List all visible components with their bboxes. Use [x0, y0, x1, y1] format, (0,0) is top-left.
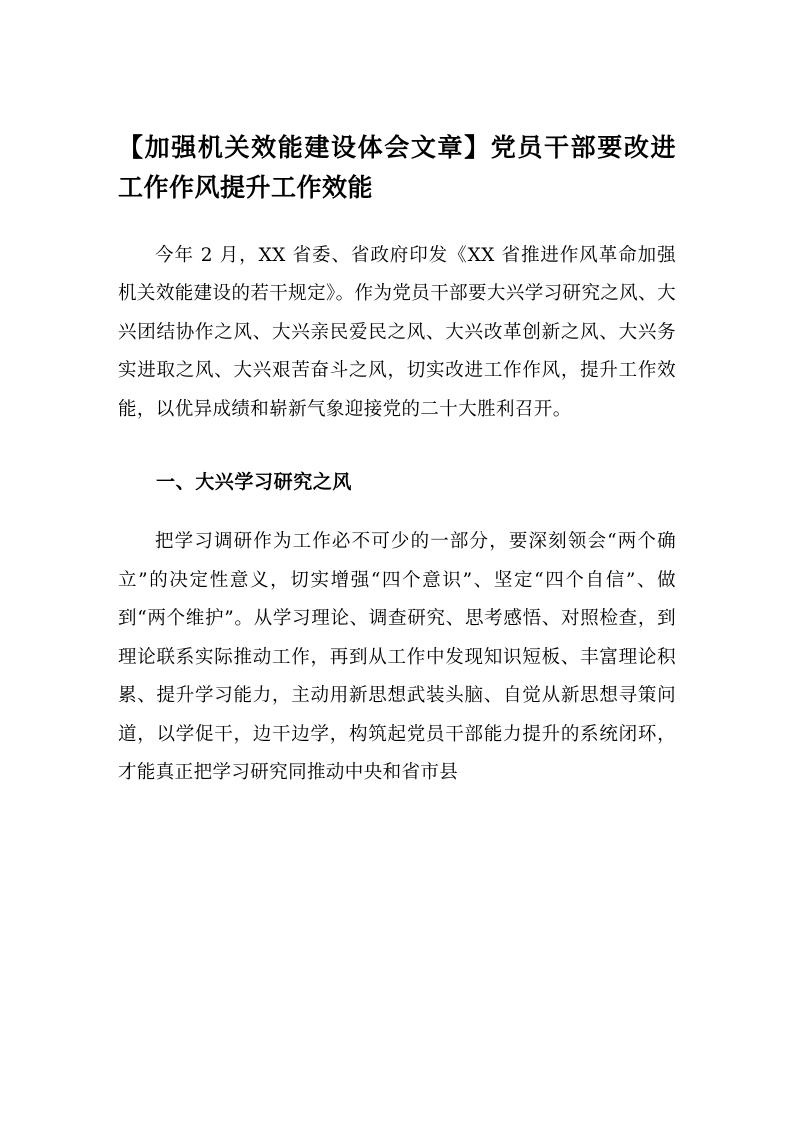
section-body-1: 把学习调研作为工作必不可少的一部分，要深刻领会“两个确立”的决定性意义，切实增强“四个意识”、坚定“四个自信”、做到“两个维护”。从学习理论、调查研究、思考感悟、对照检查，到理论联系实际推动工作，再到从工作中发现知识短板、丰富理论积累、提升学习能力，主动用新思想武装头脑、自觉从新思想寻策问道，以学促干，边干边学，构筑起党员干部能力提升的系统闭环，才能真正把学习研究同推动中央和省市县 — [118, 531, 676, 784]
page-title: 【加强机关效能建设体会文章】党员干部要改进工作作风提升工作效能 — [118, 133, 676, 202]
section-heading-1: 一、大兴学习研究之风 — [156, 471, 353, 494]
intro-paragraph: 今年 2 月，XX 省委、省政府印发《XX 省推进作风革命加强机关效能建设的若干规定》。作为党员干部要大兴学习研究之风、大兴团结协作之风、大兴亲民爱民之风、大兴改革创新之风、大兴务实进取之风、大兴艰苦奋斗之风，切实改进工作作风，提升工作效能，以优异成绩和崭新气象迎接党的二十大胜利召开。 — [118, 245, 676, 420]
